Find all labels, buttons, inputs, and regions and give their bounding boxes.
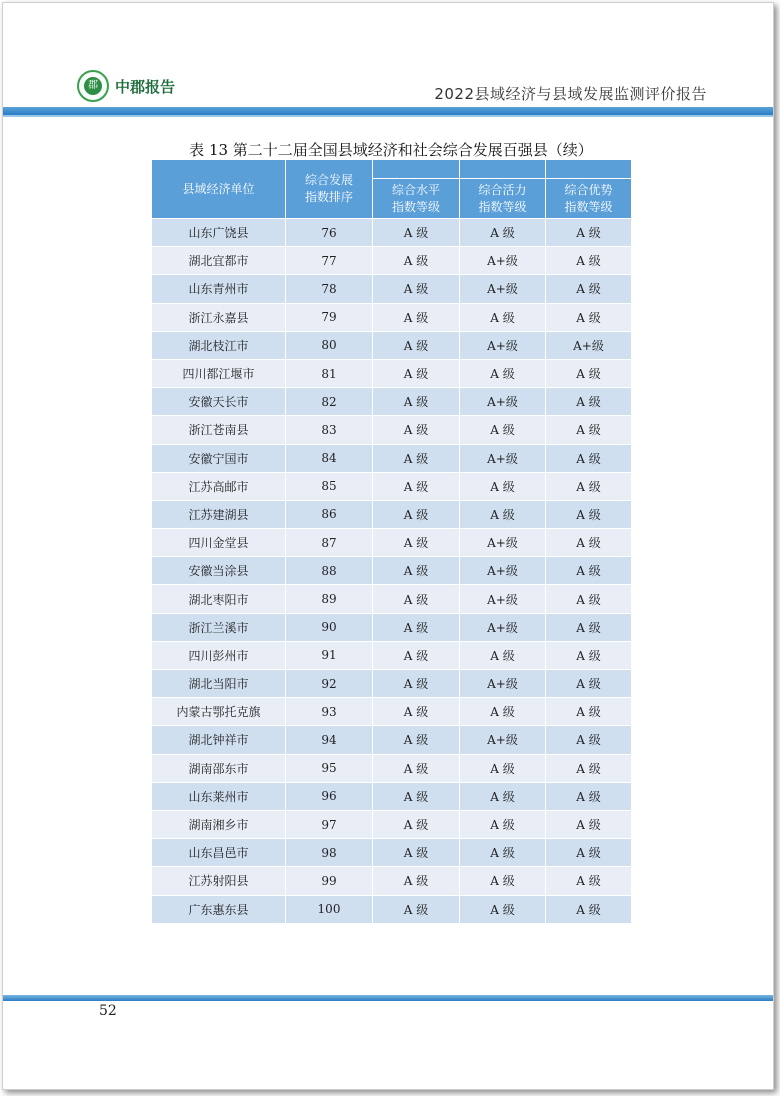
table-row bbox=[152, 529, 632, 557]
cell-vitality: A+级 bbox=[460, 557, 546, 585]
column-header-vitality-line2: 指数等级 bbox=[478, 199, 527, 214]
cell-advantage: A 级 bbox=[546, 698, 632, 726]
cell-county: 湖南邵东市 bbox=[152, 754, 286, 782]
cell-vitality: A 级 bbox=[460, 754, 546, 782]
cell-advantage: A 级 bbox=[546, 388, 632, 416]
table-row bbox=[152, 557, 632, 585]
cell-county: 内蒙古鄂托克旗 bbox=[152, 698, 286, 726]
cell-advantage: A 级 bbox=[546, 782, 632, 810]
cell-county: 江苏高邮市 bbox=[152, 472, 286, 500]
cell-rank: 94 bbox=[286, 726, 373, 754]
column-header-spacer bbox=[546, 160, 632, 179]
cell-county: 安徽宁国市 bbox=[152, 444, 286, 472]
cell-vitality: A+级 bbox=[460, 388, 546, 416]
cell-county: 浙江永嘉县 bbox=[152, 303, 286, 331]
table-header bbox=[152, 160, 632, 219]
table-row bbox=[152, 275, 632, 303]
table-row bbox=[152, 219, 632, 247]
cell-advantage: A 级 bbox=[546, 444, 632, 472]
header-divider bbox=[3, 107, 773, 115]
cell-vitality: A 级 bbox=[460, 895, 546, 923]
cell-vitality: A+级 bbox=[460, 529, 546, 557]
header-divider-thin bbox=[3, 115, 773, 117]
cell-level: A 级 bbox=[373, 557, 460, 585]
table-row bbox=[152, 247, 632, 275]
cell-rank: 79 bbox=[286, 303, 373, 331]
cell-vitality: A 级 bbox=[460, 303, 546, 331]
cell-level: A 级 bbox=[373, 585, 460, 613]
cell-vitality: A 级 bbox=[460, 839, 546, 867]
table-row bbox=[152, 754, 632, 782]
cell-rank: 85 bbox=[286, 472, 373, 500]
table-row bbox=[152, 726, 632, 754]
cell-level: A 级 bbox=[373, 359, 460, 387]
cell-advantage: A 级 bbox=[546, 895, 632, 923]
cell-level: A 级 bbox=[373, 500, 460, 528]
table-row bbox=[152, 613, 632, 641]
cell-county: 广东惠东县 bbox=[152, 895, 286, 923]
cell-level: A 级 bbox=[373, 444, 460, 472]
table-row bbox=[152, 303, 632, 331]
column-header-level bbox=[373, 179, 460, 219]
table-row bbox=[152, 698, 632, 726]
cell-county: 山东昌邑市 bbox=[152, 839, 286, 867]
table-row bbox=[152, 839, 632, 867]
cell-advantage: A 级 bbox=[546, 810, 632, 838]
cell-rank: 78 bbox=[286, 275, 373, 303]
cell-rank: 98 bbox=[286, 839, 373, 867]
cell-vitality: A+级 bbox=[460, 247, 546, 275]
cell-level: A 级 bbox=[373, 641, 460, 669]
brand-logo bbox=[77, 70, 175, 102]
cell-advantage: A 级 bbox=[546, 303, 632, 331]
cell-level: A 级 bbox=[373, 388, 460, 416]
cell-county: 湖北枝江市 bbox=[152, 331, 286, 359]
page-number: 52 bbox=[99, 1003, 117, 1019]
page-header bbox=[3, 3, 773, 117]
report-title: 2022县域经济与县域发展监测评价报告 bbox=[434, 85, 707, 103]
cell-rank: 90 bbox=[286, 613, 373, 641]
table-row bbox=[152, 895, 632, 923]
table-row bbox=[152, 416, 632, 444]
cell-level: A 级 bbox=[373, 331, 460, 359]
cell-county: 湖北当阳市 bbox=[152, 670, 286, 698]
cell-county: 浙江兰溪市 bbox=[152, 613, 286, 641]
cell-advantage: A 级 bbox=[546, 613, 632, 641]
brand-name: 中郡报告 bbox=[115, 77, 176, 96]
cell-county: 安徽天长市 bbox=[152, 388, 286, 416]
cell-vitality: A 级 bbox=[460, 867, 546, 895]
cell-rank: 100 bbox=[286, 895, 373, 923]
column-header-spacer bbox=[460, 160, 546, 179]
cell-county: 四川都江堰市 bbox=[152, 359, 286, 387]
cell-county: 江苏射阳县 bbox=[152, 867, 286, 895]
cell-advantage: A 级 bbox=[546, 585, 632, 613]
column-header-county bbox=[152, 160, 286, 219]
cell-vitality: A 级 bbox=[460, 416, 546, 444]
cell-advantage: A 级 bbox=[546, 275, 632, 303]
document-page bbox=[2, 2, 774, 1090]
column-header-rank-line1: 综合发展 bbox=[304, 173, 353, 187]
cell-level: A 级 bbox=[373, 895, 460, 923]
table-row bbox=[152, 585, 632, 613]
cell-county: 湖北钟祥市 bbox=[152, 726, 286, 754]
cell-level: A 级 bbox=[373, 303, 460, 331]
column-header-rank-line2: 指数排序 bbox=[304, 190, 353, 204]
cell-rank: 88 bbox=[286, 557, 373, 585]
cell-advantage: A 级 bbox=[546, 359, 632, 387]
table-title: 表 13 第二十二届全国县域经济和社会综合发展百强县（续） bbox=[189, 141, 593, 159]
column-header-spacer bbox=[373, 160, 460, 179]
cell-county: 湖北枣阳市 bbox=[152, 585, 286, 613]
cell-rank: 80 bbox=[286, 331, 373, 359]
logo-glyph: 郡 bbox=[84, 77, 102, 95]
cell-county: 浙江苍南县 bbox=[152, 416, 286, 444]
cell-county: 湖南湘乡市 bbox=[152, 810, 286, 838]
table-row bbox=[152, 359, 632, 387]
cell-vitality: A 级 bbox=[460, 472, 546, 500]
cell-advantage: A 级 bbox=[546, 754, 632, 782]
cell-level: A 级 bbox=[373, 219, 460, 247]
cell-vitality: A+级 bbox=[460, 726, 546, 754]
cell-county: 四川金堂县 bbox=[152, 529, 286, 557]
cell-advantage: A+级 bbox=[546, 331, 632, 359]
cell-vitality: A+级 bbox=[460, 670, 546, 698]
cell-advantage: A 级 bbox=[546, 247, 632, 275]
cell-rank: 96 bbox=[286, 782, 373, 810]
cell-vitality: A+级 bbox=[460, 331, 546, 359]
column-header-level-line2: 指数等级 bbox=[391, 199, 440, 214]
column-header-vitality bbox=[460, 179, 546, 219]
cell-vitality: A+级 bbox=[460, 585, 546, 613]
cell-advantage: A 级 bbox=[546, 839, 632, 867]
column-header-advantage bbox=[546, 179, 632, 219]
table-row bbox=[152, 444, 632, 472]
table-row bbox=[152, 472, 632, 500]
cell-level: A 级 bbox=[373, 670, 460, 698]
cell-advantage: A 级 bbox=[546, 557, 632, 585]
cell-advantage: A 级 bbox=[546, 219, 632, 247]
table-body bbox=[152, 219, 632, 924]
cell-advantage: A 级 bbox=[546, 500, 632, 528]
cell-vitality: A 级 bbox=[460, 641, 546, 669]
column-header-county-label: 县域经济单位 bbox=[182, 181, 255, 196]
cell-level: A 级 bbox=[373, 472, 460, 500]
cell-level: A 级 bbox=[373, 613, 460, 641]
logo-emblem-icon bbox=[77, 70, 109, 102]
cell-vitality: A 级 bbox=[460, 219, 546, 247]
table-row bbox=[152, 500, 632, 528]
cell-county: 四川彭州市 bbox=[152, 641, 286, 669]
cell-rank: 95 bbox=[286, 754, 373, 782]
cell-county: 江苏建湖县 bbox=[152, 500, 286, 528]
table-row bbox=[152, 670, 632, 698]
cell-advantage: A 级 bbox=[546, 867, 632, 895]
column-header-vitality-line1: 综合活力 bbox=[478, 182, 527, 197]
cell-advantage: A 级 bbox=[546, 416, 632, 444]
cell-level: A 级 bbox=[373, 867, 460, 895]
cell-rank: 99 bbox=[286, 867, 373, 895]
cell-level: A 级 bbox=[373, 247, 460, 275]
cell-level: A 级 bbox=[373, 726, 460, 754]
cell-rank: 83 bbox=[286, 416, 373, 444]
cell-level: A 级 bbox=[373, 529, 460, 557]
cell-advantage: A 级 bbox=[546, 726, 632, 754]
cell-county: 山东莱州市 bbox=[152, 782, 286, 810]
cell-rank: 77 bbox=[286, 247, 373, 275]
column-header-advantage-line1: 综合优势 bbox=[564, 182, 613, 197]
cell-advantage: A 级 bbox=[546, 670, 632, 698]
cell-vitality: A+级 bbox=[460, 613, 546, 641]
cell-vitality: A 级 bbox=[460, 810, 546, 838]
ranking-table bbox=[151, 159, 632, 924]
cell-level: A 级 bbox=[373, 782, 460, 810]
cell-county: 湖北宜都市 bbox=[152, 247, 286, 275]
column-header-rank bbox=[286, 160, 373, 219]
cell-county: 安徽当涂县 bbox=[152, 557, 286, 585]
cell-level: A 级 bbox=[373, 839, 460, 867]
cell-rank: 87 bbox=[286, 529, 373, 557]
cell-rank: 84 bbox=[286, 444, 373, 472]
cell-rank: 89 bbox=[286, 585, 373, 613]
cell-vitality: A 级 bbox=[460, 782, 546, 810]
cell-vitality: A 级 bbox=[460, 359, 546, 387]
cell-level: A 级 bbox=[373, 416, 460, 444]
table-row bbox=[152, 810, 632, 838]
cell-vitality: A 级 bbox=[460, 698, 546, 726]
cell-rank: 81 bbox=[286, 359, 373, 387]
cell-level: A 级 bbox=[373, 275, 460, 303]
cell-county: 山东广饶县 bbox=[152, 219, 286, 247]
cell-county: 山东青州市 bbox=[152, 275, 286, 303]
cell-rank: 93 bbox=[286, 698, 373, 726]
cell-vitality: A+级 bbox=[460, 444, 546, 472]
cell-level: A 级 bbox=[373, 810, 460, 838]
cell-rank: 86 bbox=[286, 500, 373, 528]
table-row bbox=[152, 388, 632, 416]
cell-vitality: A 级 bbox=[460, 500, 546, 528]
table-row bbox=[152, 641, 632, 669]
footer-divider bbox=[3, 995, 773, 1001]
table-row bbox=[152, 782, 632, 810]
cell-advantage: A 级 bbox=[546, 641, 632, 669]
cell-rank: 76 bbox=[286, 219, 373, 247]
cell-rank: 92 bbox=[286, 670, 373, 698]
cell-advantage: A 级 bbox=[546, 529, 632, 557]
cell-level: A 级 bbox=[373, 754, 460, 782]
cell-rank: 82 bbox=[286, 388, 373, 416]
cell-rank: 91 bbox=[286, 641, 373, 669]
cell-advantage: A 级 bbox=[546, 472, 632, 500]
table-row bbox=[152, 867, 632, 895]
cell-level: A 级 bbox=[373, 698, 460, 726]
column-header-level-line1: 综合水平 bbox=[391, 182, 440, 197]
table-row bbox=[152, 331, 632, 359]
cell-rank: 97 bbox=[286, 810, 373, 838]
column-header-advantage-line2: 指数等级 bbox=[564, 199, 613, 214]
cell-vitality: A+级 bbox=[460, 275, 546, 303]
